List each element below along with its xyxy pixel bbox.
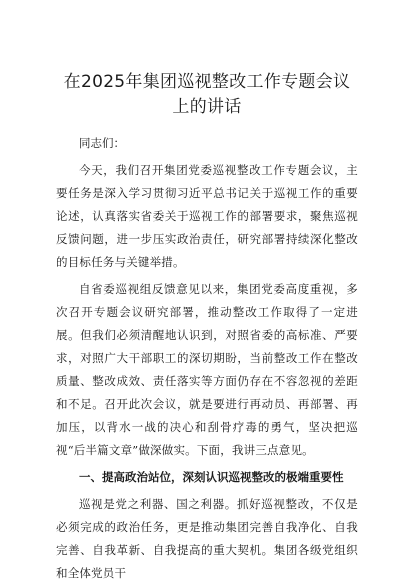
document-title: 在2025年集团巡视整改工作专题会议上的讲话 (63, 72, 351, 117)
paragraph-section-1: 巡视是党之利器、国之利器。抓好巡视整改，不仅是必须完成的政治任务，更是推动集团完善自我净化、自我完善、自我革新、自我提高的重大契机。集团各级党组织和全体党员干 (56, 497, 358, 580)
paragraph-intro: 今天，我们召开集团党委巡视整改工作专题会议，主要任务是深入学习贯彻习近平总书记关于巡视工作的重要论述，认真落实省委关于巡视工作的部署要求，聚焦巡视反馈问题，进一步压实政治责任，研究部署持续深化整改的目标任务与关键举措。 (56, 163, 358, 269)
paragraph-background: 自省委巡视组反馈意见以来，集团党委高度重视，多次召开专题会议研究部署，推动整改工作取得了一定进展。但我们必须清醒地认识到，对照省委的高标准、严要求，对照广大干部职工的深切期盼，当前整改工作在整改质量、整改成效、责任落实等方面仍存在不容忽视的差距和不足。召开此次会议，就是要进行再动员、再部署、再加压，以背水一战的决心和刮骨疗毒的勇气，坚决把巡视“后半篇文章”做深做实。下面，我讲三点意见。 (56, 282, 358, 457)
salutation: 同志们： (79, 136, 125, 150)
section-heading-1: 一、提高政治站位，深刻认识巡视整改的极端重要性 (79, 470, 344, 484)
